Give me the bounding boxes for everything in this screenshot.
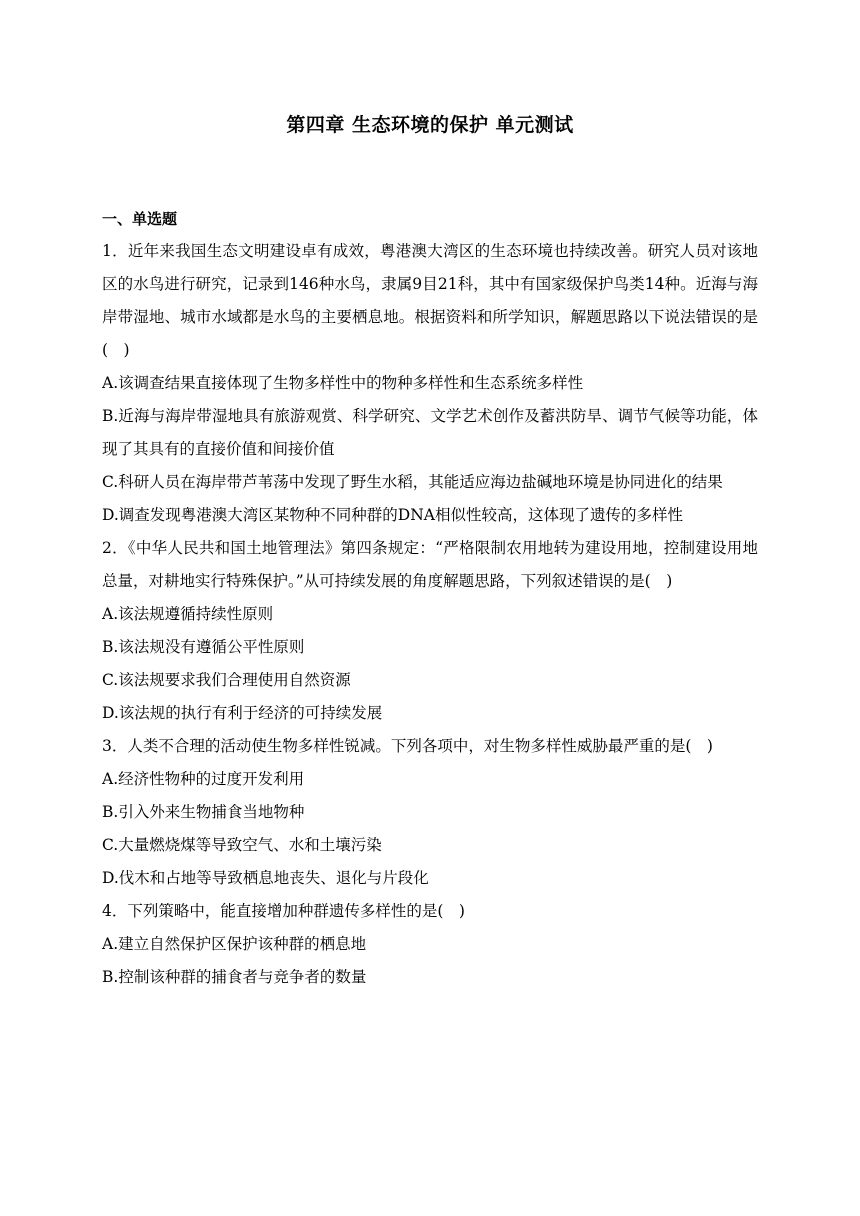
option-a: A.建立自然保护区保护该种群的栖息地 [102, 935, 367, 953]
question-stem: 2．《中华人民共和国土地管理法》第四条规定：“严格限制农用地转为建设用地，控制建设用地总量，对耕地实行特殊保护。”从可持续发展的角度解题思路，下列叙述错误的是( ) [102, 539, 758, 590]
option-b: B.控制该种群的捕食者与竞争者的数量 [102, 968, 367, 986]
option-d: D.调查发现粤港澳大湾区某物种不同种群的DNA相似性较高，这体现了遗传的多样性 [102, 506, 683, 524]
page-title: 第四章 生态环境的保护 单元测试 [286, 114, 574, 136]
option-a: A.经济性物种的过度开发利用 [102, 770, 305, 788]
question-2 [102, 532, 758, 730]
option-c: C.科研人员在海岸带芦苇荡中发现了野生水稻，其能适应海边盐碱地环境是协同进化的结果 [102, 473, 723, 491]
option-a: A.该法规遵循持续性原则 [102, 605, 274, 623]
option-c: C.该法规要求我们合理使用自然资源 [102, 671, 351, 689]
option-b: B.近海与海岸带湿地具有旅游观赏、科学研究、文学艺术创作及蓄洪防旱、调节气候等功能，体现了其具有的直接价值和间接价值 [102, 407, 758, 458]
question-list [102, 235, 758, 994]
option-b: B.引入外来生物捕食当地物种 [102, 803, 305, 821]
question-3 [102, 730, 758, 895]
option-d: D.该法规的执行有利于经济的可持续发展 [102, 704, 383, 722]
section-heading: 一、单选题 [102, 210, 178, 228]
question-1 [102, 235, 758, 532]
option-c: C.大量燃烧煤等导致空气、水和土壤污染 [102, 836, 382, 854]
question-stem: 3．人类不合理的活动使生物多样性锐减。下列各项中，对生物多样性威胁最严重的是( ) [102, 737, 713, 755]
option-d: D.伐木和占地等导致栖息地丧失、退化与片段化 [102, 869, 429, 887]
question-4 [102, 895, 758, 994]
option-b: B.该法规没有遵循公平性原则 [102, 638, 305, 656]
option-a: A.该调查结果直接体现了生物多样性中的物种多样性和生态系统多样性 [102, 374, 584, 392]
question-stem: 4．下列策略中，能直接增加种群遗传多样性的是( ) [102, 902, 465, 920]
question-stem: 1．近年来我国生态文明建设卓有成效，粤港澳大湾区的生态环境也持续改善。研究人员对该地区的水鸟进行研究，记录到146种水鸟，隶属9目21科，其中有国家级保护鸟类14种。近海与海岸带湿地、城市水域都是水鸟的主要栖息地。根据资料和所学知识，解题思路以下说法错误的是( ) [102, 242, 758, 359]
